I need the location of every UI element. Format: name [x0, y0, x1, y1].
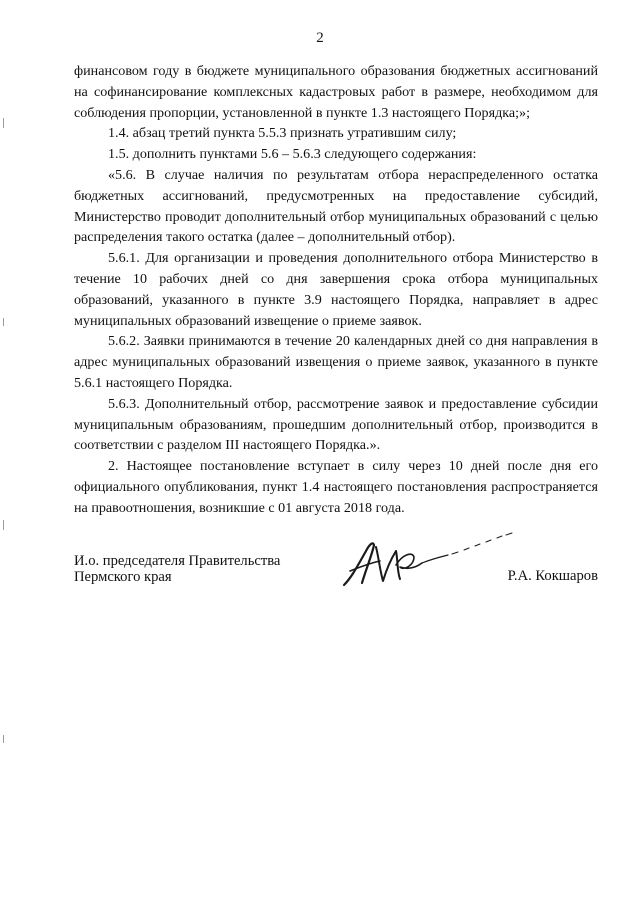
paragraph-clause-5-6-2: 5.6.2. Заявки принимаются в течение 20 календарных дней со дня направления в адрес муниципальных образований извещения о приеме заявок, указанного в пункте 5.6.1 настоящего Порядка.: [74, 333, 598, 391]
signatory-title-line-2: Пермского края: [74, 569, 172, 585]
paragraph-clause-5-6-3: 5.6.3. Дополнительный отбор, рассмотрение заявок и предоставление субсидии муниципальным образованиям, прошедшим дополнительный отбор, производится в соответствии с разделом III настоящего Порядка.».: [74, 395, 598, 454]
signatory-name: Р.А. Кокшаров: [507, 568, 598, 584]
paragraph-clause-5-6-1: 5.6.1. Для организации и проведения дополнительного отбора Министерство в течение 10 рабочих дней со дня завершения срока отбора муниципальных образований, указанного в пункте 3.9 настоящего Порядка, направляет в адрес муниципальных образований извещение о приеме заявок.: [74, 250, 598, 329]
scan-edge-mark: [3, 520, 4, 530]
scan-edge-mark: [3, 318, 4, 326]
scan-edge-mark: [3, 118, 4, 128]
paragraph-item-1-4: 1.4. абзац третий пункта 5.5.3 признать утратившим силу;: [108, 125, 457, 142]
paragraph-item-2: 2. Настоящее постановление вступает в силу через 10 дней после дня его официального опубликования, пункт 1.4 настоящего постановления распространяется на правоотношения, возникшие с 01 августа 2018 года.: [74, 458, 598, 516]
paragraph-clause-5-6: «5.6. В случае наличия по результатам отбора нераспределенного остатка бюджетных ассигнований, предусмотренных на предоставление субсидий, Министерство проводит дополнительный отбор муниципальных образований с целью распределения такого остатка (далее – дополнительный отбор).: [74, 166, 598, 246]
signatory-title-line-1: И.о. председателя Правительства: [74, 553, 281, 569]
paragraph-continuation: финансовом году в бюджете муниципального образования бюджетных ассигнований на софинансирование комплексных кадастровых работ в размере, необходимом для соблюдения пропорции, установленной в пункте 1.3 настоящего Порядка;»;: [74, 63, 598, 121]
signatory-title: [74, 553, 280, 585]
handwritten-signature: [336, 525, 516, 595]
paragraph-item-1-5: 1.5. дополнить пунктами 5.6 – 5.6.3 следующего содержания:: [108, 146, 477, 163]
page-number: 2: [316, 30, 324, 46]
signature-block: [74, 553, 598, 613]
document-body: [74, 61, 598, 519]
scan-edge-mark: [3, 735, 4, 743]
